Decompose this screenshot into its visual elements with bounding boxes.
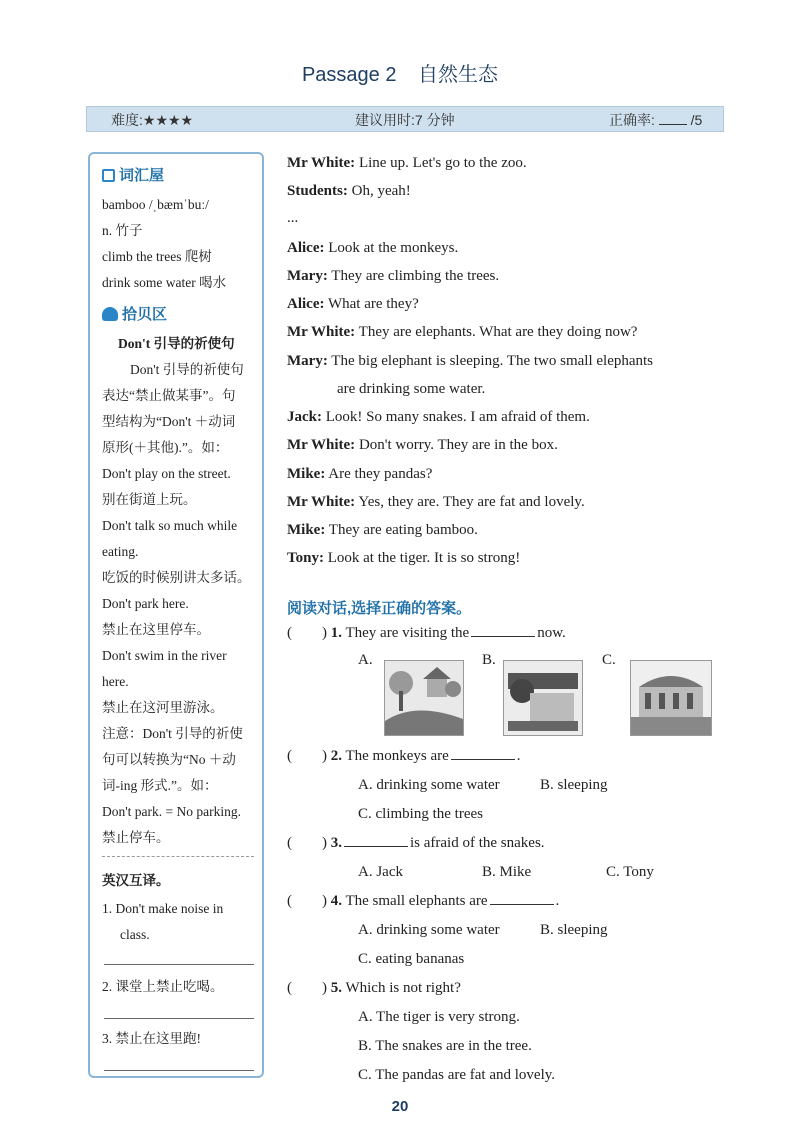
dialogue-line: Students: Oh, yeah! [287, 183, 411, 199]
option-b[interactable]: B. Mike [482, 864, 532, 880]
grammar-line: Don't play on the street. [102, 466, 231, 481]
vocab-item: bamboo /ˌbæmˈbuː/ [102, 197, 209, 212]
answer-line[interactable] [104, 964, 254, 965]
blank[interactable] [451, 758, 515, 760]
translate-item: 1. Don't make noise in [102, 901, 224, 916]
option-c[interactable]: C. Tony [606, 864, 654, 880]
question-5: ( ) 5. Which is not right? [287, 980, 461, 996]
grammar-line: Don't swim in the river [102, 648, 227, 663]
shell-header [102, 307, 167, 322]
dialogue-line: ... [287, 210, 299, 226]
translate-title: 英汉互译。 [102, 873, 170, 888]
dialogue-line: Mike: Are they pandas? [287, 466, 433, 482]
grammar-line: Don't talk so much while [102, 518, 238, 533]
grammar-line: 型结构为“Don't ＋动词 [102, 414, 236, 429]
accuracy-total: /5 [690, 112, 703, 128]
grammar-line: here. [102, 674, 129, 689]
option-label[interactable]: C. [602, 652, 616, 668]
dialogue-line: Jack: Look! So many snakes. I am afraid of them. [287, 409, 590, 425]
difficulty-label: 难度:★★★★ [111, 112, 194, 128]
question-4: ( ) 4. The small elephants are . [287, 893, 560, 909]
answer-line[interactable] [104, 1070, 254, 1071]
book-icon [102, 169, 115, 182]
vocab-header [102, 168, 164, 183]
grammar-line: 句可以转换为“No ＋动 [102, 752, 236, 767]
dialogue-line: Mary: They are climbing the trees. [287, 268, 500, 284]
dialogue-line: Mike: They are eating bamboo. [287, 522, 478, 538]
vocab-item: n. 竹子 [102, 223, 143, 238]
divider [102, 856, 254, 857]
translate-item: class. [120, 927, 150, 942]
dialogue-line: are drinking some water. [337, 381, 486, 397]
option-c[interactable]: C. eating bananas [358, 951, 465, 967]
option-label[interactable]: A. [358, 652, 373, 668]
grammar-line: Don't park. = No parking. [102, 804, 242, 819]
option-label[interactable]: B. [482, 652, 496, 668]
option-a[interactable]: A. drinking some water [358, 777, 500, 793]
shell-icon [102, 307, 118, 321]
dialogue-line: Mr White: Yes, they are. They are fat and lovely. [287, 494, 585, 510]
blank[interactable] [471, 635, 535, 637]
option-b[interactable]: B. The snakes are in the tree. [358, 1038, 532, 1054]
topic-label: 自然生态 [418, 64, 499, 86]
info-band [86, 106, 724, 132]
accuracy-label [609, 110, 702, 130]
grammar-line: Don't 引导的祈使句 [130, 362, 244, 377]
dialogue-line: Mr White: They are elephants. What are they doing now? [287, 324, 638, 340]
question-3: ( ) 3. is afraid of the snakes. [287, 835, 545, 851]
question-1: ( ) 1. They are visiting the now. [287, 625, 566, 641]
zoo-picture[interactable] [503, 660, 583, 736]
vocab-item: climb the trees 爬树 [102, 249, 212, 264]
blank[interactable] [344, 845, 408, 847]
grammar-line: 吃饭的时候别讲太多话。 [102, 570, 251, 585]
museum-picture[interactable] [630, 660, 712, 736]
translate-item: 2. 课堂上禁止吃喝。 [102, 979, 224, 994]
accuracy-text: 正确率: [609, 112, 655, 128]
grammar-line: 注意：Don't 引导的祈使 [102, 726, 243, 741]
dialogue-line: Mr White: Line up. Let's go to the zoo. [287, 155, 527, 171]
sidebar [88, 152, 264, 1078]
answer-line[interactable] [104, 1018, 254, 1019]
grammar-line: 原形(＋其他).”。如： [102, 440, 229, 455]
instruction: 阅读对话,选择正确的答案。 [287, 600, 472, 617]
blank[interactable] [490, 903, 554, 905]
grammar-line: 禁止在这里停车。 [102, 622, 210, 637]
grammar-line: 禁止停车。 [102, 830, 170, 845]
accuracy-blank[interactable] [659, 124, 687, 125]
grammar-line: 表达“禁止做某事”。句 [102, 388, 236, 403]
dialogue-line: Tony: Look at the tiger. It is so strong! [287, 550, 521, 566]
question-2: ( ) 2. The monkeys are . [287, 748, 521, 764]
shell-title: 拾贝区 [122, 306, 168, 323]
dialogue-line: Alice: What are they? [287, 296, 419, 312]
option-a[interactable]: A. Jack [358, 864, 403, 880]
grammar-line: 别在街道上玩。 [102, 492, 197, 507]
dialogue-line: Alice: Look at the monkeys. [287, 240, 459, 256]
dialogue-line: Mr White: Don't worry. They are in the box. [287, 437, 558, 453]
passage-label: Passage 2 [301, 64, 397, 86]
time-label: 建议用时:7 分钟 [355, 112, 455, 128]
dialogue-line: Mary: The big elephant is sleeping. The two small elephants [287, 353, 654, 369]
grammar-title: Don't 引导的祈使句 [118, 336, 235, 351]
grammar-line: 禁止在这河里游泳。 [102, 700, 224, 715]
vocab-item: drink some water 喝水 [102, 275, 227, 290]
option-b[interactable]: B. sleeping [540, 777, 608, 793]
option-b[interactable]: B. sleeping [540, 922, 608, 938]
park-picture[interactable] [384, 660, 464, 736]
grammar-line: Don't park here. [102, 596, 189, 611]
page-number: 20 [391, 1098, 409, 1115]
option-c[interactable]: C. The pandas are fat and lovely. [358, 1067, 556, 1083]
grammar-line: eating. [102, 544, 139, 559]
option-a[interactable]: A. The tiger is very strong. [358, 1009, 520, 1025]
grammar-line: 词-ing 形式.”。如： [102, 778, 218, 793]
vocab-title: 词汇屋 [119, 167, 165, 184]
option-a[interactable]: A. drinking some water [358, 922, 500, 938]
translate-item: 3. 禁止在这里跑! [102, 1031, 201, 1046]
page-title [0, 58, 800, 87]
option-c[interactable]: C. climbing the trees [358, 806, 483, 822]
